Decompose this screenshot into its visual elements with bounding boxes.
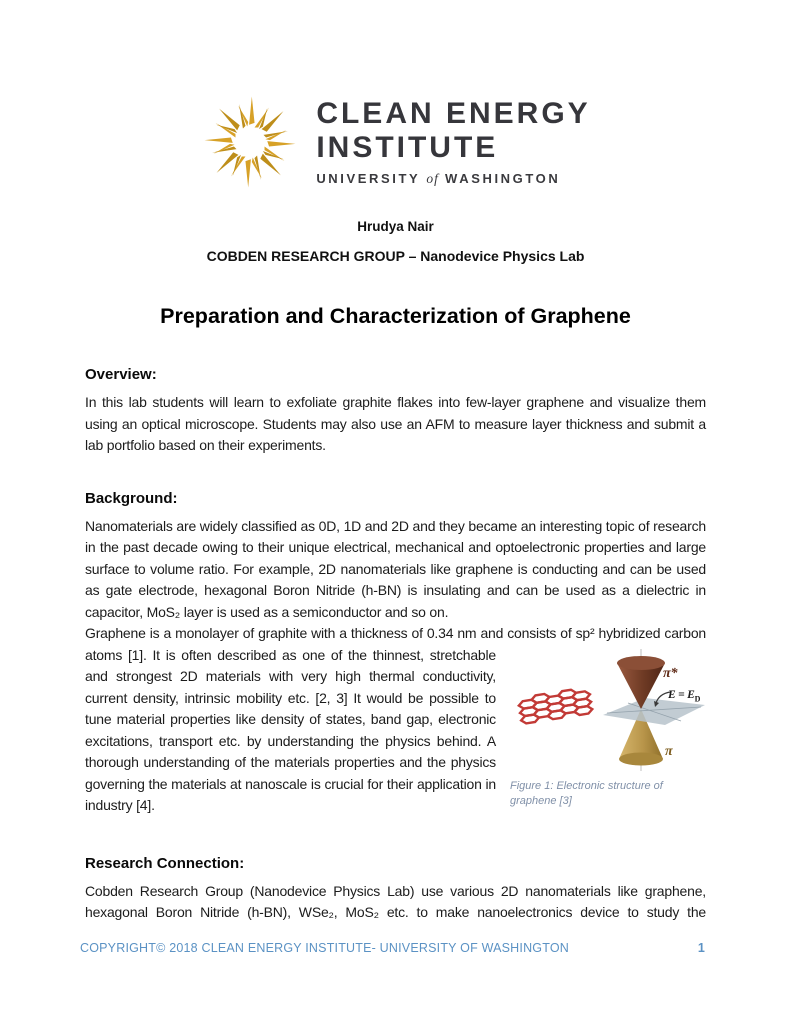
- univ-of: of: [426, 171, 439, 187]
- energy-subscript: D: [694, 693, 701, 703]
- graphene-lattice-icon: [518, 686, 593, 723]
- graphene-text-part1: Graphene is a monolayer of graphite with a thickness of 0.34 nm and consists of sp² hybridized: [85, 625, 661, 641]
- univ-pre: UNIVERSITY: [316, 171, 421, 187]
- overview-heading: Overview:: [85, 366, 157, 383]
- pi-star-label: π*: [663, 665, 678, 681]
- logo-org-line2: INSTITUTE: [316, 130, 499, 164]
- research-body: Cobden Research Group (Nanodevice Physics Lab) use various 2D nanomaterials like graphene, hexagonal Boron Nitride (h-BN), WSe₂, MoS₂ etc. to make nanoelectronics device to study the: [85, 882, 706, 920]
- graphene-text-part2: carbon atoms [1]. It is often described as one of the thinnest, stretchable and strongest 2D materials with very high thermal conductivity, current density, intrinsic mobility etc. [2, 3] It would be possible to tune material properties like density of states, band gap, electronic excitations, transport etc. by understanding the physics behind. A thorough understanding of the materials properties and the physics governing the materials at nanoscale is crucial for their application in industry [4].: [85, 625, 706, 813]
- univ-post: WASHINGTON: [445, 171, 561, 187]
- figure-caption: Figure 1: Electronic structure of graphene [3]: [510, 779, 663, 807]
- graphene-paragraph: [85, 623, 706, 817]
- figure-1: [508, 647, 706, 813]
- logo-org-line1: CLEAN ENERGY: [316, 96, 591, 130]
- logo-university-line: [316, 171, 590, 187]
- copyright-text: COPYRIGHT© 2018 CLEAN ENERGY INSTITUTE- UNIVERSITY OF WASHINGTON: [80, 941, 569, 955]
- background-heading: Background:: [85, 489, 178, 507]
- pi-label: π: [665, 743, 673, 759]
- section-overview: [85, 366, 706, 457]
- logo-text: [316, 97, 590, 187]
- research-heading: Research Connection:: [85, 854, 245, 872]
- page-number: 1: [697, 941, 705, 955]
- energy-text: E = E: [668, 688, 695, 701]
- cei-logo: [85, 86, 706, 198]
- overview-body: In this lab students will learn to exfoliate graphite flakes into few-layer graphene and visualize them using an optical microscope. Students may also use an AFM to measure layer thickness and submit a lab portfolio based on their experiments.: [85, 394, 706, 453]
- document-title: Preparation and Characterization of Graphene: [160, 304, 631, 328]
- page-footer: [80, 941, 705, 955]
- section-background: [85, 490, 706, 624]
- dirac-energy-label: [668, 685, 700, 710]
- background-body: Nanomaterials are widely classified as 0D, 1D and 2D and they became an interesting topic of research in the past decade owing to their unique electrical, mechanical and optoelectronic properties and large surface to volume ratio. For example, 2D nanomaterials like graphene is conducting and can be used as gate electrode, hexagonal Boron Nitride (h-BN) is insulating and can be used as a dielectric in capacitor, MoS₂ layer is used as a semiconductor and so on.: [85, 517, 706, 620]
- sunburst-icon: [200, 88, 300, 196]
- author-name: Hrudya Nair: [357, 219, 434, 234]
- section-research-connection: [85, 855, 706, 924]
- research-group-line: COBDEN RESEARCH GROUP – Nanodevice Physics Lab: [206, 248, 585, 264]
